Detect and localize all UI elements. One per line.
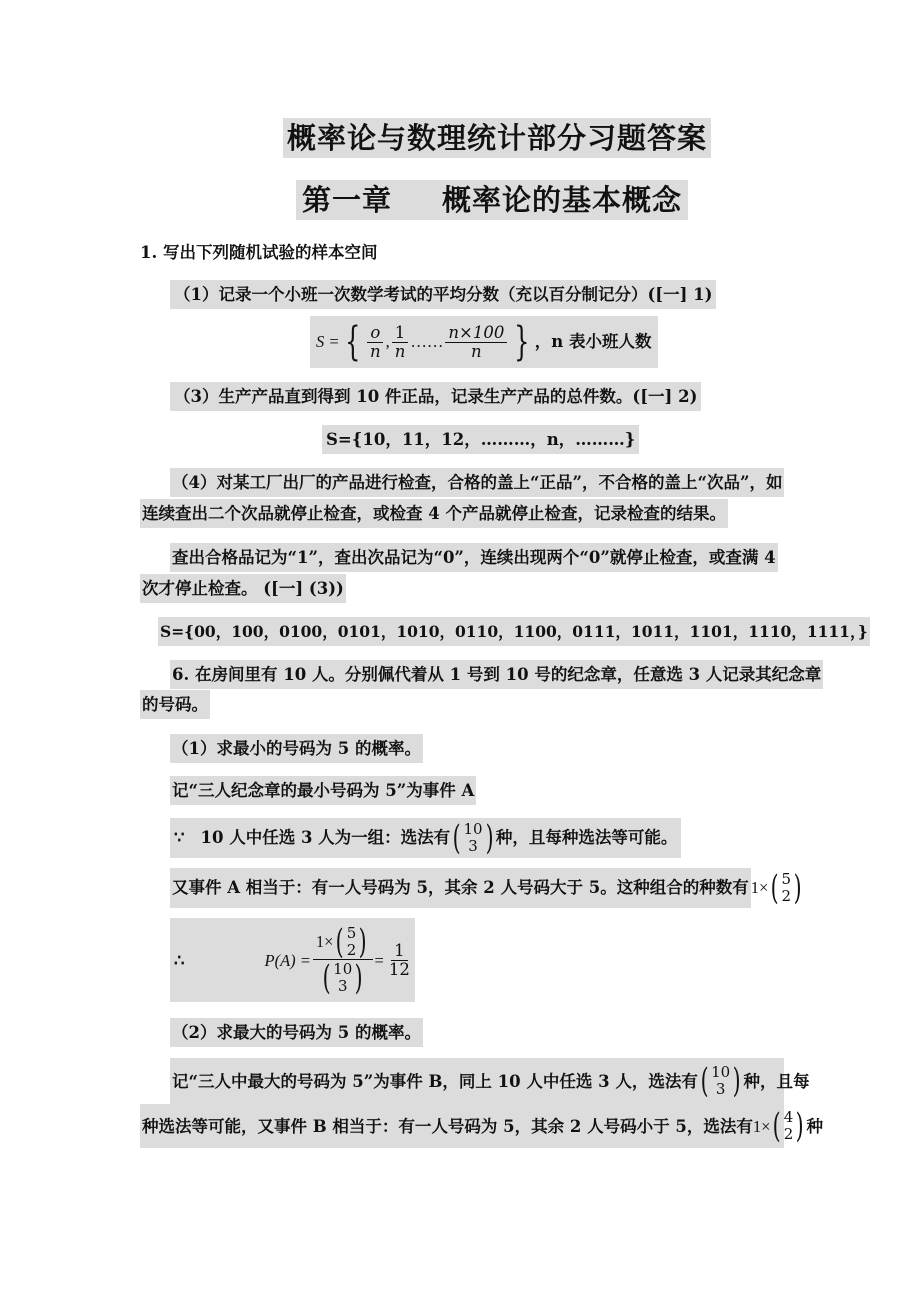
part2-text-a-post: 种，且每	[743, 1071, 810, 1091]
left-brace: {	[344, 319, 360, 365]
q1-part1: （1）记录一个小班一次数学考试的平均分数（充以百分制记分）([一] 1)	[170, 280, 716, 309]
because-symbol: ∵	[174, 828, 185, 847]
fraction-1-n: $\frac{1}{n}$	[392, 324, 409, 361]
because-text-post: 种，且每种选法等可能。	[495, 828, 678, 847]
q6-line1: 6. 在房间里有 10 人。分别佩代着从 1 号到 10 号的纪念章，任意选 3 人记录其纪念章	[170, 660, 823, 689]
q1-part4-line3: 查出合格品记为“1”，查出次品记为“0”，连续出现两个“0”就停止检查，或查满 4	[170, 543, 778, 572]
doc-title: 概率论与数理统计部分习题答案	[283, 118, 711, 158]
q6-because-line	[170, 818, 681, 858]
q1-part4-line4: 次才停止检查。 ([一] (3))	[140, 574, 346, 603]
also-text: 又事件 A 相当于：有一人号码为 5，其余 2 人号码大于 5。这种组合的种数有	[170, 868, 751, 908]
probability-formula-a: ∴ P(A) = 1× ( 5 2 ) ( 10 3 ) = $\frac{1}{12}$	[170, 918, 415, 1002]
pa-fraction: 1× ( 5 2 ) ( 10 3 )	[313, 925, 373, 995]
formula-note: ，n 表小班人数	[534, 332, 652, 351]
fraction-o-n: $\frac{o}{n}$	[367, 324, 384, 361]
therefore-symbol: ∴	[174, 950, 185, 970]
because-text: 10 人中任选 3 人为一组：选法有	[200, 828, 451, 847]
set-symbol: S =	[316, 332, 340, 351]
q1-part3-set: S={10，11，12，………，n，………}	[322, 425, 639, 454]
q1-part1-formula: S = { $\frac{o}{n}$ , $\frac{1}{n}$ …… $\frac{n\times 100}{n}$ } ，n 表小班人数	[310, 316, 658, 368]
chapter-number: 第一章	[302, 183, 393, 217]
right-brace: }	[514, 319, 530, 365]
binomial-5-2: ( 5 2 )	[770, 868, 802, 908]
binomial-10-3: ( 10 3 )	[452, 818, 494, 858]
part2-text-a: 记“三人中最大的号码为 5”为事件 B，同上 10 人中任选 3 人，选法有	[172, 1071, 698, 1091]
chapter-heading	[296, 180, 688, 220]
q6-part1: （1）求最小的号码为 5 的概率。	[170, 734, 423, 763]
part2-text-b: 种选法等可能，又事件 B 相当于：有一人号码为 5，其余 2 人号码小于 5，选法有	[142, 1116, 753, 1136]
q6-part2-line2	[140, 1104, 823, 1148]
q6-part2-line1	[170, 1058, 810, 1104]
pa-result: $\frac{1}{12}$	[388, 940, 410, 979]
q1-part4-line1: （4）对某工厂出厂的产品进行检查，合格的盖上“正品”，不合格的盖上“次品”，如	[170, 468, 784, 497]
times-one: 1×	[750, 878, 769, 897]
ellipsis: ……	[410, 332, 444, 351]
q6-also-line	[170, 868, 804, 908]
part2-text-b-post: 种	[806, 1116, 823, 1136]
q6-line2: 的号码。	[140, 690, 210, 719]
fraction-n100-n: $\frac{n\times 100}{n}$	[445, 324, 507, 361]
q1-part4-line2: 连续查出二个次品就停止检查，或检查 4 个产品就停止检查，记录检查的结果。	[140, 499, 728, 528]
q6-part2: （2）求最大的号码为 5 的概率。	[170, 1018, 423, 1047]
chapter-name: 概率论的基本概念	[442, 183, 683, 217]
q1-part3: （3）生产产品直到得到 10 件正品，记录生产产品的总件数。([一] 2)	[170, 382, 701, 411]
times-one-b: 1×	[752, 1116, 771, 1136]
q6-part1-def: 记“三人纪念章的最小号码为 5”为事件 A	[170, 776, 476, 805]
binomial-10-3-b: ( 10 3 )	[700, 1061, 741, 1101]
q1-part4-set: S={00，100，0100，0101，1010，0110，1100，0111，1011，1101，1110，1111，}	[158, 617, 870, 646]
binomial-4-2: ( 4 2 )	[773, 1106, 804, 1146]
pa-lhs: P(A) =	[264, 950, 311, 970]
q1-heading: 1. 写出下列随机试验的样本空间	[140, 243, 378, 262]
